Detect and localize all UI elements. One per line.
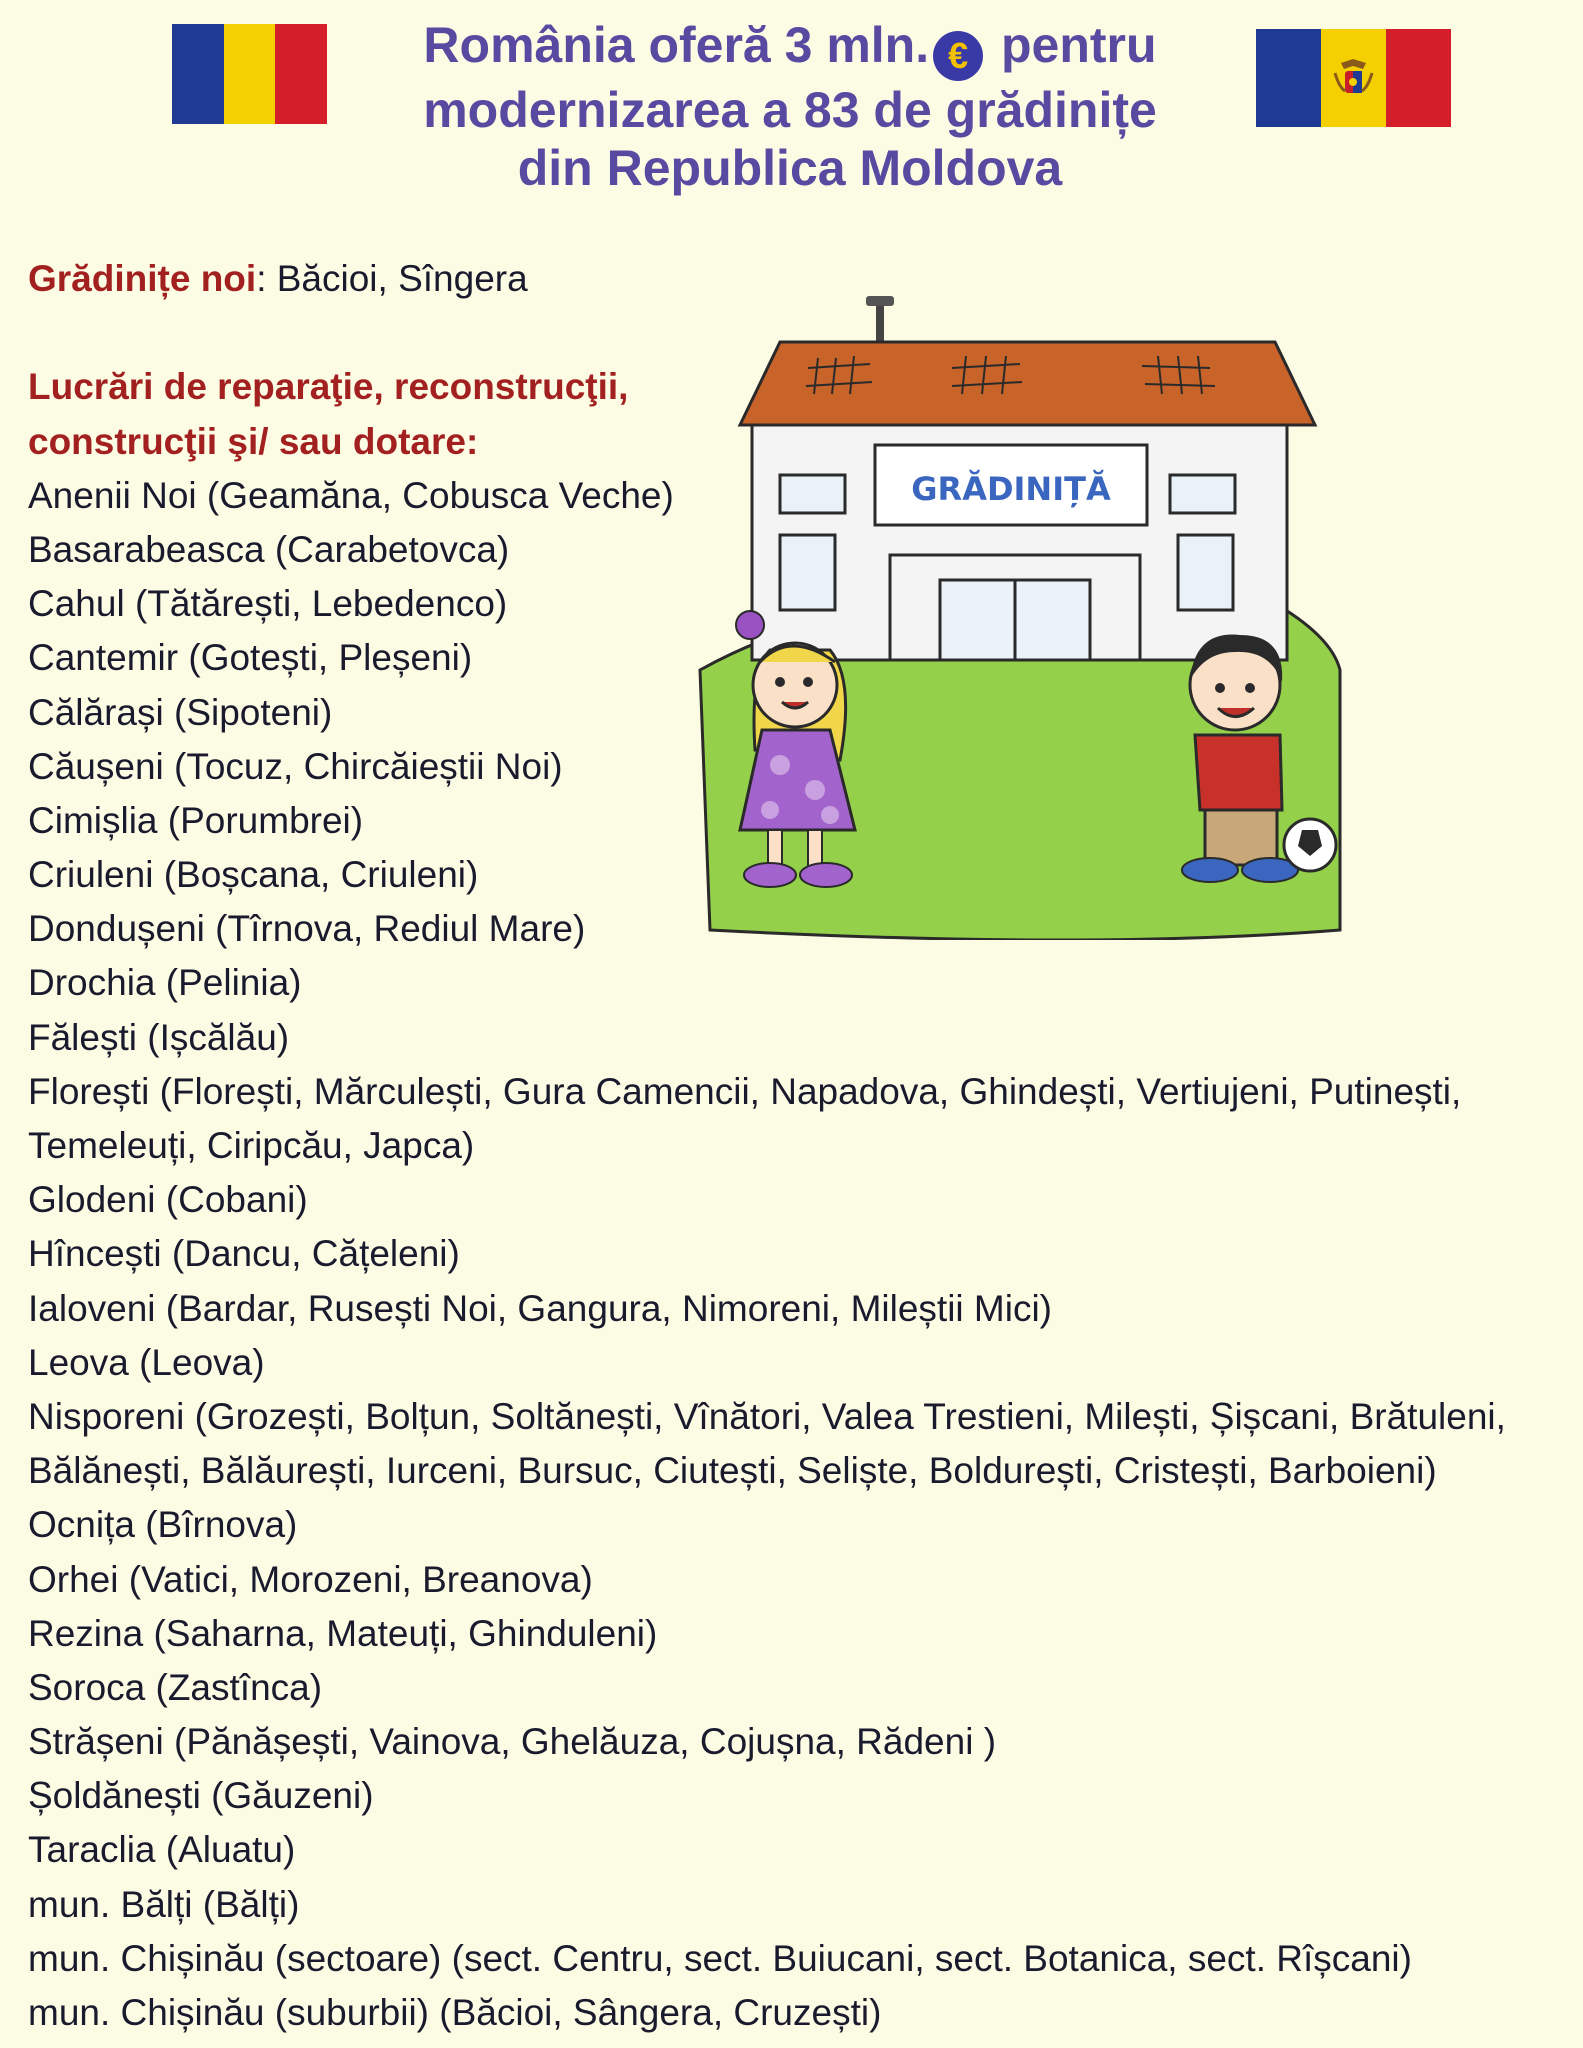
district-list-item: mun. Bălți (Bălți): [28, 1883, 300, 1925]
district-list-item: Bălănești, Bălăurești, Iurceni, Bursuc, Ciutești, Seliște, Boldurești, Cristești, Barboieni): [28, 1450, 1437, 1492]
district-list-item: Cahul (Tătărești, Lebedenco): [28, 583, 508, 625]
romania-flag: [172, 24, 327, 124]
district-list-item: Soroca (Zastînca): [28, 1666, 323, 1708]
district-list-item: Criuleni (Boșcana, Criuleni): [28, 854, 479, 896]
district-list-item: Căușeni (Tocuz, Chircăieștii Noi): [28, 745, 563, 787]
title-line-1: [340, 16, 1240, 81]
district-list-item: Basarabeasca (Carabetovca): [28, 528, 510, 570]
flag-stripe-yellow: [224, 24, 276, 124]
kindergarten-illustration: [690, 290, 1350, 940]
district-list-item: Florești (Florești, Mărculești, Gura Camencii, Napadova, Ghindești, Vertiujeni, Putinești,: [28, 1070, 1462, 1112]
district-list-item: Dondușeni (Tîrnova, Rediul Mare): [28, 908, 586, 950]
district-list-item: mun. Chișinău (sectoare) (sect. Centru, sect. Buiucani, sect. Botanica, sect. Rîșcani): [28, 1937, 1412, 1979]
flag-stripe-red: [1386, 29, 1451, 127]
moldova-flag: [1256, 29, 1451, 127]
flag-stripe-blue: [1256, 29, 1321, 127]
district-list-item: Nisporeni (Grozești, Bolțun, Soltănești, Vînători, Valea Trestieni, Milești, Șișcani, Brătuleni,: [28, 1395, 1506, 1437]
new-kindergartens-label: Grădinițe noi: [28, 258, 257, 299]
title-line-2: modernizarea a 83 de grădinițe: [423, 82, 1157, 138]
district-list-item: Drochia (Pelinia): [28, 962, 302, 1004]
district-list-item: Taraclia (Aluatu): [28, 1829, 296, 1871]
separator: :: [256, 258, 277, 299]
works-heading-cont: construcţii şi/ sau dotare:: [28, 420, 479, 462]
page-title: [340, 16, 1240, 197]
sign-text: GRĂDINIȚĂ: [911, 470, 1111, 508]
flag-stripe-red: [275, 24, 327, 124]
title-line-3: din Republica Moldova: [517, 140, 1063, 196]
district-list-item: Temeleuți, Ciripcău, Japca): [28, 1125, 475, 1166]
district-list-item: Șoldănești (Găuzeni): [28, 1775, 374, 1817]
district-list-item: Ialoveni (Bardar, Rusești Noi, Gangura, Nimoreni, Mileștii Mici): [28, 1287, 1053, 1329]
district-list-item: Strășeni (Pănășești, Vainova, Ghelăuza, Cojușna, Rădeni ): [28, 1721, 997, 1763]
district-list-item: Fălești (Ișcălău): [28, 1016, 290, 1058]
district-list-item: Rezina (Saharna, Mateuți, Ghinduleni): [28, 1612, 658, 1654]
roof: [740, 342, 1315, 425]
title-text: România oferă 3 mln.: [423, 17, 930, 73]
district-list-item: mun. Chișinău (suburbii) (Băcioi, Sângera, Cruzești): [28, 1992, 882, 2033]
district-list-item: Anenii Noi (Geamăna, Cobusca Veche): [28, 474, 674, 516]
new-kindergartens-value: Băcioi, Sîngera: [276, 258, 528, 299]
title-text: pentru: [987, 17, 1157, 73]
district-list-item: Glodeni (Cobani): [28, 1179, 308, 1221]
euro-icon: €: [933, 31, 983, 81]
flag-stripe-yellow: [1321, 29, 1386, 127]
district-list-item: Călărași (Sipoteni): [28, 691, 333, 733]
district-list-item: Hîncești (Dancu, Cățeleni): [28, 1233, 460, 1275]
district-list-item: Cantemir (Gotești, Pleșeni): [28, 637, 473, 679]
district-list-item: Leova (Leova): [28, 1341, 265, 1383]
works-heading: Lucrări de reparaţie, reconstrucţii,: [28, 366, 629, 408]
flag-stripe-blue: [172, 24, 224, 124]
district-list-item: Ocnița (Bîrnova): [28, 1504, 298, 1546]
moldova-coat-of-arms-icon: [1321, 29, 1386, 127]
district-list-item: Orhei (Vatici, Morozeni, Breanova): [28, 1558, 593, 1600]
district-list-item: Cimișlia (Porumbrei): [28, 799, 364, 841]
